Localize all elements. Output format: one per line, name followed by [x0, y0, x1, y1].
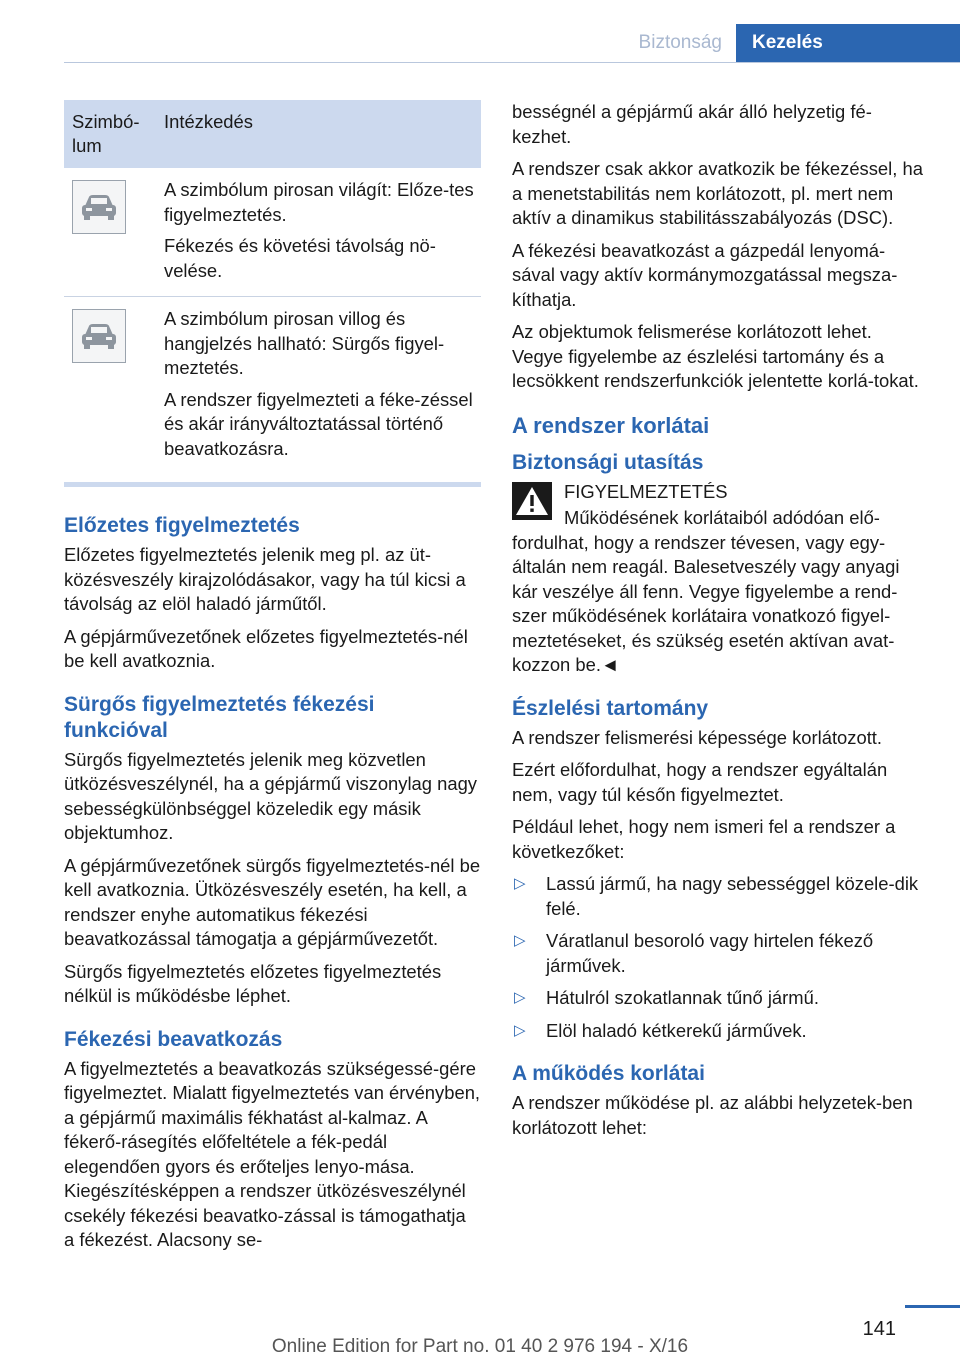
symbol-table [64, 100, 481, 487]
paragraph: A gépjárművezetőnek előzetes figyelmeztetés-nél be kell avatkoznia. [64, 625, 468, 671]
paragraph: bességnél a gépjármű akár álló helyzetig fé-kezhet. [512, 101, 872, 147]
paragraph: Ezért előfordulhat, hogy a rendszer egyáltalán nem, vagy túl későn figyelmeztet. [512, 759, 888, 805]
header-rule [64, 62, 960, 63]
bullet-arrow-icon: ▷ [514, 1021, 526, 1039]
car-front-icon [72, 180, 126, 234]
paragraph: A rendszer csak akkor avatkozik be fékezéssel, ha a menetstabilitás nem korlátozott, pl. mert nem aktív a dinamikus stabilitásszabályozás (DSC). [512, 158, 923, 228]
bullet-arrow-icon: ▷ [514, 875, 526, 892]
paragraph: Például lehet, hogy nem ismeri fel a rendszer a következőket: [512, 816, 896, 862]
right-column [512, 100, 928, 1148]
heading-biztonsagi-utasitas: Biztonsági utasítás [512, 450, 704, 474]
table-header [64, 100, 481, 168]
heading-mukodes-korlatai: A működés korlátai [512, 1062, 705, 1085]
heading-surgos: Sürgős figyelmeztetés fékezési funkcióval [64, 692, 375, 742]
warning-block [512, 480, 928, 678]
heading-rendszer-korlatai: A rendszer korlátai [512, 412, 710, 438]
heading-eszlelesi: Észlelési tartomány [512, 696, 709, 720]
paragraph: Sürgős figyelmeztetés előzetes figyelmeztetés nélkül is működésbe léphet. [64, 960, 442, 1006]
table-row [64, 297, 481, 474]
paragraph: A figyelmeztetés a beavatkozás szükségessé-gére figyelmeztet. Mialatt figyelmeztetés van érvényben, a gépjármű maximális fékhatást al-kalmaz. A fékerő-rásegítés előfeltétele a fék-pedál elegendően gyors és erőteljes lenyo-mása. Kiegészítésképpen a rendszer ütközésveszélynél csekély fékezési beavatko-zással is támogathatja a fékezést. Alacsony se- [64, 1057, 481, 1250]
paragraph: A fékezési beavatkozást a gázpedál lenyomá-sával vagy aktív kormánymozgatással megsza-kíthatja. [512, 239, 898, 310]
list-item: ▷ Váratlanul besoroló vagy hirtelen fékező járművek. [514, 930, 874, 976]
bullet-arrow-icon: ▷ [514, 932, 526, 949]
paragraph: A rendszer felismerési képessége korlátozott. [512, 726, 883, 748]
list-item: ▷ Lassú jármű, ha nagy sebességgel közele-dik felé. [514, 873, 919, 919]
warning-triangle-icon [512, 482, 552, 520]
page-number: 141 [862, 1318, 896, 1340]
bullet-arrow-icon: ▷ [514, 989, 526, 1006]
row1-line1: A szimbólum pirosan világít: Előze-tes figyelmeztetés. [164, 179, 474, 225]
paragraph: A rendszer működése pl. az alábbi helyzetek-ben korlátozott lehet: [512, 1092, 913, 1138]
warning-text: fordulhat, hogy a rendszer tévesen, vagy egy-általán nem reagál. Balesetveszély vagy anyagi kár veszélye áll fenn. Vegye figyelembe a rend-szer működésének korlátaira vonatkozó figyel-meztetéseket, és szükség esetén aktívan avat-kozzon be.◄ [512, 531, 900, 675]
warning-title: FIGYELMEZTETÉS [564, 480, 728, 502]
tab-kezeles[interactable]: Kezelés [736, 24, 960, 62]
paragraph: Előzetes figyelmeztetés jelenik meg pl. az üt-közésveszély kirajzolódásakor, vagy ha túl kicsi a távolság az elöl haladó járműtől. [64, 544, 466, 614]
car-front-icon [72, 309, 126, 363]
paragraph: A gépjárművezetőnek sürgős figyelmeztetés-nél be kell avatkoznia. Ütközésveszély esetén, ha kell, a rendszer enyhe automatikus fékezési beavatkozással támogatja a gépjárművezetőt. [64, 854, 481, 949]
footer-accent-line [905, 1305, 960, 1308]
table-row [64, 168, 481, 297]
row2-line1: A szimbólum pirosan villog és hangjelzés hallható: Sürgős figyel-meztetés. [164, 308, 445, 378]
tab-biztonsag[interactable]: Biztonság [638, 32, 722, 53]
footer-edition: Online Edition for Part no. 01 40 2 976 194 - X/16 [271, 1336, 689, 1357]
table-header-symbol: Szimbó-lum [72, 111, 140, 156]
limitation-list [512, 872, 928, 1043]
heading-fekezesi: Fékezési beavatkozás [64, 1027, 283, 1051]
table-header-action: Intézkedés [164, 111, 253, 132]
list-item: ▷ Hátulról szokatlannak tűnő jármű. [512, 986, 928, 1011]
warning-line1: Működésének korlátaiból adódóan elő- [564, 507, 880, 528]
paragraph: Az objektumok felismerése korlátozott lehet. Vegye figyelembe az észlelési tartomány és a lecsökkent rendszerfunkciók jelentette korlá-tokat. [512, 321, 919, 391]
row1-line2: Fékezés és követési távolság nö-velése. [164, 235, 436, 281]
row2-line2: A rendszer figyelmezteti a féke-zéssel és akár irányváltoztatással történő beavatkozásra. [164, 388, 473, 459]
paragraph: Sürgős figyelmeztetés jelenik meg közvetlen ütközésveszélynél, ha a gépjármű viszonylag nagy sebességkülönbséggel közeledik egy másik objektumhoz. [64, 748, 477, 843]
heading-elozetes: Előzetes figyelmeztetés [64, 514, 300, 537]
left-column [64, 100, 481, 1261]
list-item: ▷ Elöl haladó kétkerekű járművek. [512, 1019, 928, 1044]
